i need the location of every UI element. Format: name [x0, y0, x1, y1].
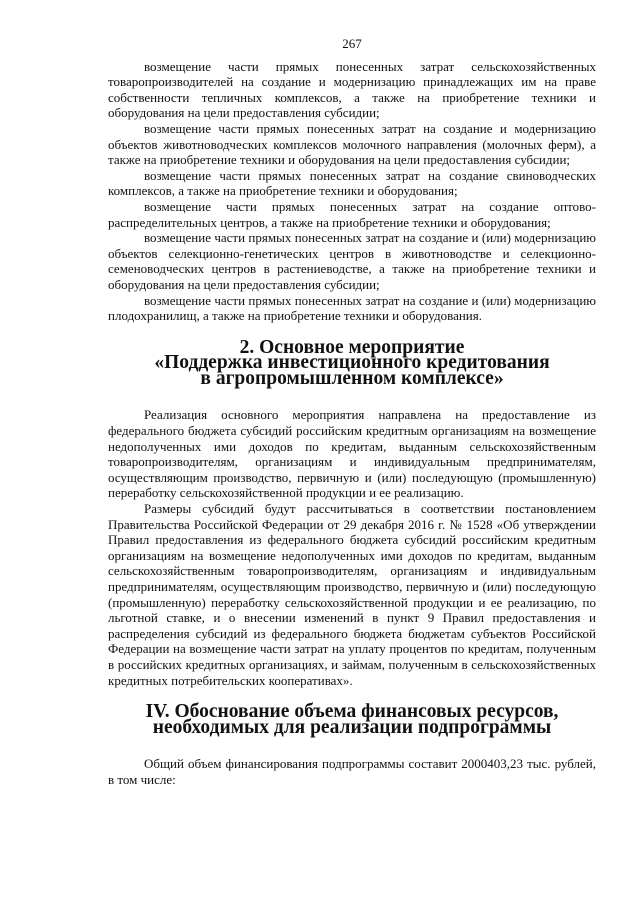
heading-line: IV. Обоснование объема финансовых ресурсов,	[145, 701, 559, 723]
section-heading-main-activity	[108, 336, 596, 389]
section-heading-financing	[108, 701, 596, 738]
page-number: 267	[342, 36, 362, 51]
paragraph: возмещение части прямых понесенных затрат на создание и модернизацию объектов животноводческих комплексов молочного направления (молочных ферм), а также на приобретение техники и оборудования на цели предоставления субсидии;	[108, 120, 596, 168]
heading-line: необходимых для реализации подпрограммы	[152, 716, 552, 738]
spacer	[108, 386, 596, 407]
paragraph: возмещение части прямых понесенных затрат на создание оптово-распределительных центров, а также на приобретение техники и оборудования;	[108, 198, 596, 230]
paragraph: возмещение части прямых понесенных затрат на создание свиноводческих комплексов, а также на приобретение техники и оборудования;	[108, 167, 596, 199]
paragraph: возмещение части прямых понесенных затрат на создание и (или) модернизацию объектов селекционно-генетических центров в животноводстве и селекционно-семеноводческих центров в растениеводстве, а также на приобретение техники и оборудования на цели предоставления субсидии;	[108, 230, 596, 292]
paragraph: Общий объем финансирования подпрограммы составит 2000403,23 тыс. рублей, в том числе:	[108, 756, 596, 787]
heading-line: 2. Основное мероприятие	[239, 336, 465, 358]
heading-line: в агропромышленном комплексе»	[200, 367, 504, 389]
paragraph: Реализация основного мероприятия направлена на предоставление из федерального бюджета субсидий российским кредитным организациям на возмещение недополученных ими доходов по кредитам, выданным сельскохозяйственным товаропроизводителям, организациям и индивидуальным предпринимателям, осуществляющим производство, первичную и (или) последующую (промышленную) переработку сельскохозяйственной продукции и ее реализацию.	[108, 407, 596, 501]
paragraph: Размеры субсидий будут рассчитываться в соответствии постановлением Правительства Российской Федерации от 29 декабря 2016 г. № 1528 «Об утверждении Правил предоставления из федерального бюджета субсидий российским кредитным организациям на возмещение недополученных ими доходов по кредитам, выданным сельскохозяйственным товаропроизводителям, организациям и индивидуальным предпринимателям, осуществляющим производство, первичную и (или) последующую (промышленную) переработку сельскохозяйственной продукции и ее реализацию, по льготной ставке, и о внесении изменений в пункт 9 Правил предоставления и распределения субсидий из федерального бюджета бюджетам субъектов Российской Федерации на возмещение части затрат на уплату процентов по кредитам, полученным в российских кредитных организациях, и займам, полученным в сельскохозяйственных кредитных потребительских кооперативах».	[108, 501, 596, 688]
paragraph: возмещение части прямых понесенных затрат на создание и (или) модернизацию плодохранилищ, а также на приобретение техники и оборудования.	[108, 292, 596, 324]
heading-line: «Поддержка инвестиционного кредитования	[154, 352, 550, 374]
paragraph: возмещение части прямых понесенных затрат сельскохозяйственных товаропроизводителей на создание и модернизацию принадлежащих им на праве собственности тепличных комплексов, а также на приобретение техники и оборудования на цели предоставления субсидии;	[108, 58, 596, 121]
spacer	[108, 735, 596, 756]
